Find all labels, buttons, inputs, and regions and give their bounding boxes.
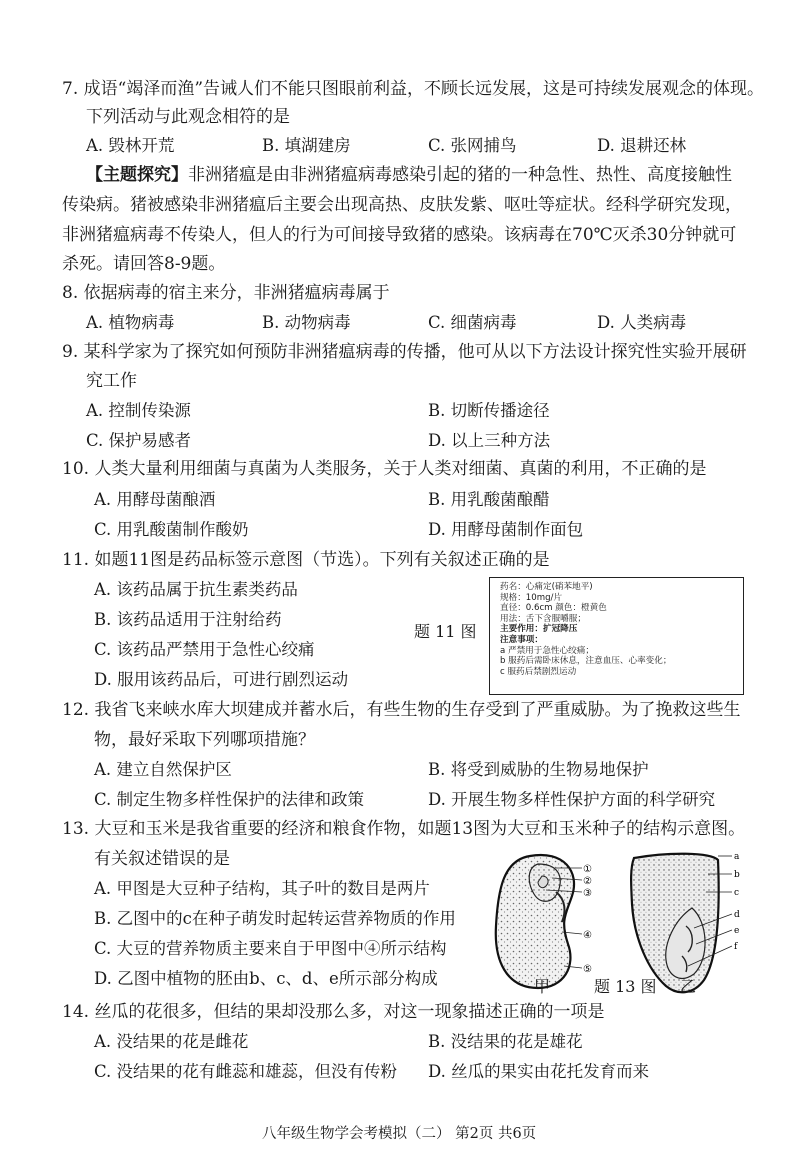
drug-main-effect: 主要作用：扩冠降压 (500, 624, 578, 635)
q8-option-c: C. 细菌病毒 (428, 313, 517, 332)
theme-tag: 【主题探究】 (86, 165, 188, 185)
corn-seed-diagram (631, 852, 740, 992)
q13-option-c: C. 大豆的营养物质主要来自于甲图中④所示结构 (94, 939, 447, 958)
theme-line4: 杀死。请回答8-9题。 (62, 254, 226, 274)
q12-stem-line2: 物，最好采取下列哪项措施？ (94, 730, 315, 750)
drug-spec: 规格：10mg/片 (500, 592, 563, 603)
q8-option-b: B. 动物病毒 (262, 313, 351, 332)
q10-option-d: D. 用酵母菌制作面包 (428, 520, 584, 539)
drug-precaution-c: c 服药后禁剧烈运动 (500, 666, 577, 677)
drug-usage: 用法：舌下含服嚼服； (500, 613, 586, 624)
q12-option-b: B. 将受到威胁的生物易地保护 (428, 760, 649, 779)
theme-line1-text: 非洲猪瘟是由非洲猪瘟病毒感染引起的猪的一种急性、热性、高度接触性 (188, 165, 732, 185)
q13-stem-line2: 有关叙述错误的是 (94, 849, 230, 869)
corn-mark-a: a (734, 852, 740, 862)
q9-option-d: D. 以上三种方法 (428, 431, 551, 450)
q7-option-a: A. 毁林开荒 (86, 136, 175, 155)
q12-option-a: A. 建立自然保护区 (94, 760, 232, 779)
q9-option-b: B. 切断传播途径 (428, 401, 550, 420)
q10-option-c: C. 用乳酸菌制作酸奶 (94, 520, 249, 539)
figure-13-jia-label: 甲 (534, 977, 551, 996)
corn-mark-d: d (734, 910, 740, 920)
q11-stem: 11. 如题11图是药品标签示意图（节选）。下列有关叙述正确的是 (62, 550, 550, 570)
soybean-mark-2: ② (583, 876, 592, 887)
soybean-mark-4: ④ (583, 930, 592, 941)
soybean-mark-3: ③ (583, 888, 592, 899)
drug-label-box (489, 577, 744, 695)
figure-13-yi-label: 乙 (680, 977, 697, 996)
drug-precaution-b: b 服药后需卧床休息，注意血压、心率变化； (500, 656, 672, 667)
page-footer: 八年级生物学会考模拟（二） 第2页 共6页 (262, 1126, 537, 1142)
theme-line1 (86, 164, 732, 186)
q13-option-d: D. 乙图中植物的胚由b、c、d、e所示部分构成 (94, 969, 438, 988)
figure-11-label: 题 11 图 (414, 622, 477, 641)
drug-precaution-a: a 严禁用于急性心绞痛； (500, 645, 594, 656)
corn-mark-e: e (734, 926, 740, 936)
drug-diameter-color: 直径：0.6cm 颜色：橙黄色 (500, 603, 607, 614)
drug-name: 药名：心痛定(硝苯地平) (500, 582, 593, 592)
q10-stem: 10. 人类大量利用细菌与真菌为人类服务，关于人类对细菌、真菌的利用，不正确的是 (62, 459, 707, 479)
q13-option-a: A. 甲图是大豆种子结构，其子叶的数目是两片 (94, 879, 430, 898)
q11-option-a: A. 该药品属于抗生素类药品 (94, 580, 298, 599)
q10-option-b: B. 用乳酸菌酿醋 (428, 490, 550, 509)
q12-option-d: D. 开展生物多样性保护方面的科学研究 (428, 790, 716, 809)
soybean-mark-1: ① (583, 864, 592, 875)
q14-stem: 14. 丝瓜的花很多，但结的果却没那么多，对这一现象描述正确的一项是 (62, 1002, 605, 1022)
q8-option-d: D. 人类病毒 (597, 313, 687, 332)
soybean-seed-diagram (496, 855, 592, 988)
q7-stem-line2: 下列活动与此观念相符的是 (86, 107, 290, 127)
corn-mark-b: b (734, 870, 740, 880)
q9-stem-line2: 究工作 (86, 371, 137, 391)
theme-line3: 非洲猪瘟病毒不传染人，但人的行为可间接导致猪的感染。该病毒在70℃灭杀30分钟就可 (62, 225, 737, 245)
q11-option-b: B. 该药品适用于注射给药 (94, 610, 282, 629)
drug-precautions-title: 注意事项： (500, 634, 543, 645)
q7-option-d: D. 退耕还林 (597, 136, 687, 155)
q12-option-c: C. 制定生物多样性保护的法律和政策 (94, 790, 365, 809)
q10-option-a: A. 用酵母菌酿酒 (94, 490, 216, 509)
q11-option-c: C. 该药品严禁用于急性心绞痛 (94, 640, 315, 659)
q8-stem: 8. 依据病毒的宿主来分，非洲猪瘟病毒属于 (62, 283, 390, 303)
q14-option-b: B. 没结果的花是雄花 (428, 1032, 583, 1051)
q9-option-a: A. 控制传染源 (86, 401, 191, 420)
q12-stem-line1: 12. 我省飞来峡水库大坝建成并蓄水后，有些生物的生存受到了严重威胁。为了挽救这些生 (62, 700, 741, 720)
q14-option-d: D. 丝瓜的果实由花托发育而来 (428, 1062, 650, 1081)
q9-option-c: C. 保护易感者 (86, 431, 192, 450)
corn-mark-f: f (734, 942, 738, 952)
q7-option-b: B. 填湖建房 (262, 136, 351, 155)
q9-stem-line1: 9. 某科学家为了探究如何预防非洲猪瘟病毒的传播，他可从以下方法设计探究性实验开展研 (62, 342, 747, 362)
q11-option-d: D. 服用该药品后，可进行剧烈运动 (94, 670, 349, 689)
q14-option-a: A. 没结果的花是雌花 (94, 1032, 249, 1051)
soybean-mark-5: ⑤ (583, 964, 592, 975)
q7-option-c: C. 张网捕鸟 (428, 136, 517, 155)
figure-13-caption: 题 13 图 (594, 977, 657, 996)
q13-option-b: B. 乙图中的c在种子萌发时起转运营养物质的作用 (94, 909, 456, 928)
corn-mark-c: c (734, 888, 740, 898)
theme-line2: 传染病。猪被感染非洲猪瘟后主要会出现高热、皮肤发紫、呕吐等症状。经科学研究发现， (62, 195, 742, 215)
q14-option-c: C. 没结果的花有雌蕊和雄蕊，但没有传粉 (94, 1062, 398, 1081)
q13-stem-line1: 13. 大豆和玉米是我省重要的经济和粮食作物，如题13图为大豆和玉米种子的结构示意图。 (62, 819, 746, 839)
q7-stem-line1: 7. 成语“竭泽而渔”告诫人们不能只图眼前利益，不顾长远发展，这是可持续发展观念的体现。 (62, 79, 765, 99)
q8-option-a: A. 植物病毒 (86, 313, 175, 332)
